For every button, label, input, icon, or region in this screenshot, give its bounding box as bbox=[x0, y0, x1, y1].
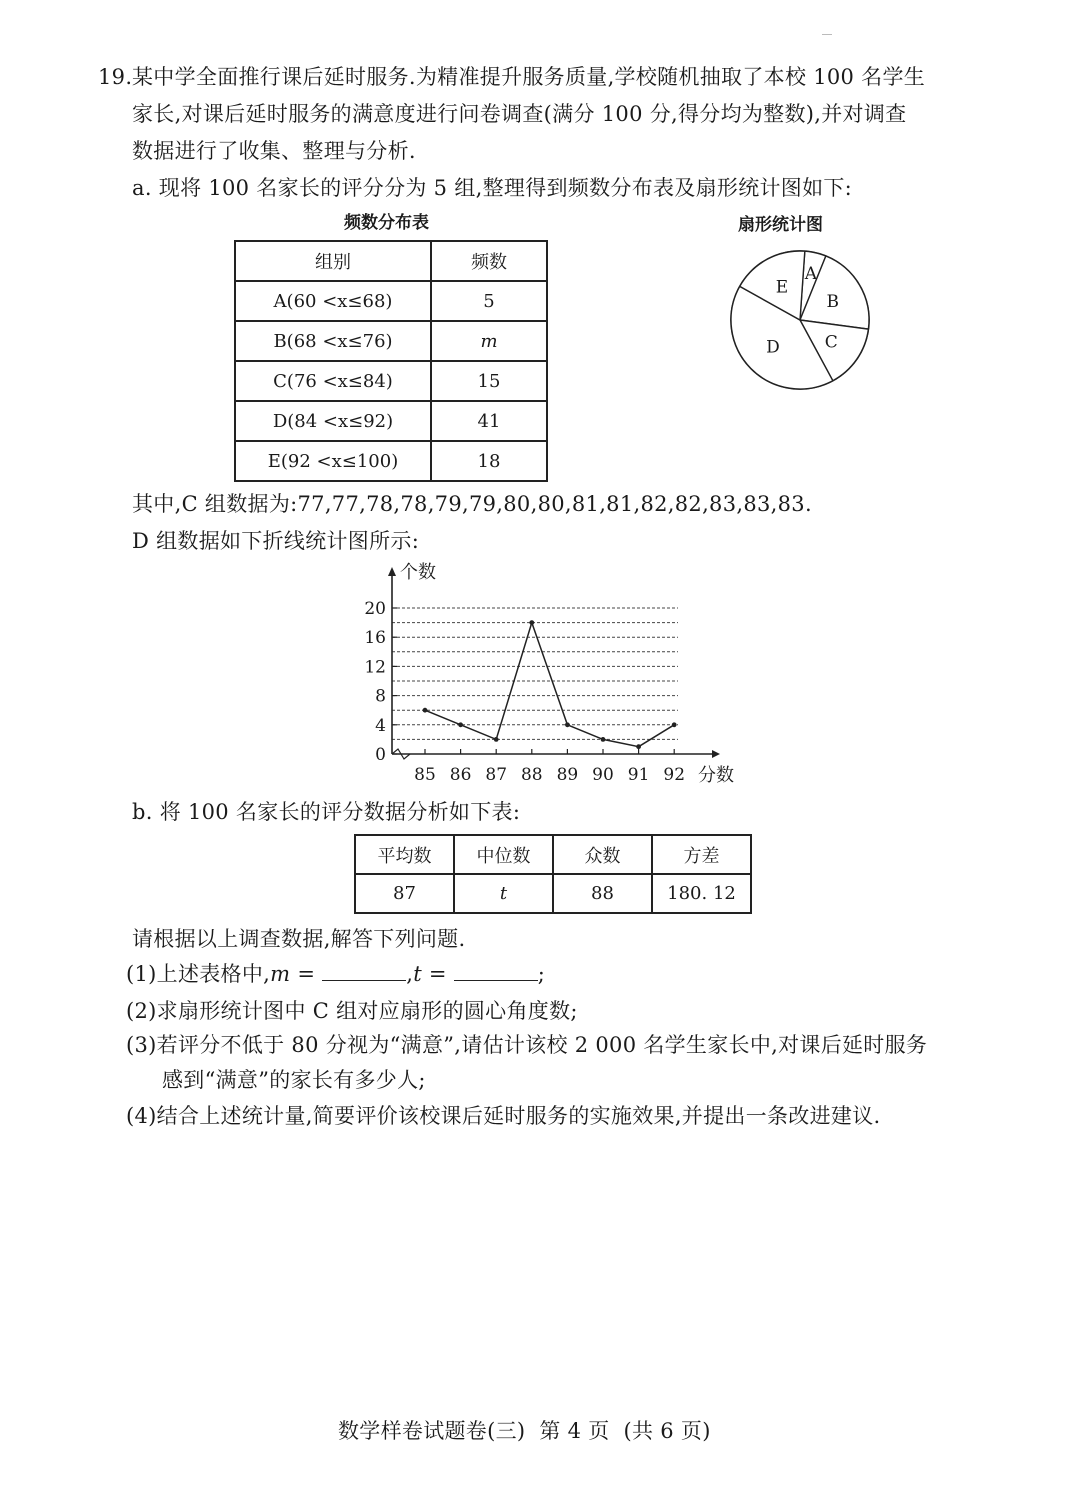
data-point bbox=[601, 737, 606, 742]
group-a: A(60 <x≤68) bbox=[235, 281, 431, 321]
frequency-table bbox=[234, 240, 548, 482]
series-line bbox=[425, 623, 674, 747]
intro-line-2: 家长,对课后延时服务的满意度进行问卷调查(满分 100 分,得分均为整数),并对调查 bbox=[132, 102, 907, 126]
question-2: (2)求扇形统计图中 C 组对应扇形的圆心角度数; bbox=[126, 999, 578, 1023]
data-point bbox=[672, 722, 677, 727]
value-median: t bbox=[454, 874, 553, 913]
y-tick-label: 4 bbox=[375, 715, 386, 736]
x-tick-label: 87 bbox=[485, 765, 508, 785]
y-tick-label: 12 bbox=[364, 657, 386, 678]
table-row bbox=[235, 361, 547, 401]
question-3-line-2: 感到“满意”的家长有多少人; bbox=[162, 1068, 426, 1092]
value-variance: 180. 12 bbox=[652, 874, 751, 913]
pie-label-e: E bbox=[775, 277, 789, 298]
pie-label-d: D bbox=[766, 337, 780, 358]
intro-line-3: 数据进行了收集、整理与分析. bbox=[132, 139, 416, 163]
pie-label-b: B bbox=[826, 291, 840, 312]
table-header-row bbox=[355, 835, 751, 874]
question-3-line-1: (3)若评分不低于 80 分视为“满意”,请估计该校 2 000 名学生家长中,对课后延时服务 bbox=[126, 1033, 928, 1057]
x-axis-label: 分数 bbox=[698, 765, 734, 786]
answer-blank-m[interactable] bbox=[322, 960, 406, 981]
line-chart bbox=[360, 560, 740, 792]
page-footer: 数学样卷试题卷(三) 第 4 页 (共 6 页) bbox=[338, 1419, 711, 1443]
value-mean: 87 bbox=[355, 874, 454, 913]
q1-end: ; bbox=[537, 962, 546, 986]
data-point bbox=[636, 744, 641, 749]
data-point bbox=[494, 737, 499, 742]
group-b: B(68 <x≤76) bbox=[235, 321, 431, 361]
q1-prefix: (1)上述表格中, bbox=[126, 962, 271, 986]
data-point bbox=[565, 722, 570, 727]
group-e: E(92 <x≤100) bbox=[235, 441, 431, 481]
table-row bbox=[235, 401, 547, 441]
problem-number: 19. bbox=[98, 65, 133, 89]
header-count: 频数 bbox=[431, 241, 547, 281]
q1-m-var: m bbox=[270, 962, 291, 986]
table-row bbox=[355, 874, 751, 913]
pie-chart-title: 扇形统计图 bbox=[738, 215, 823, 235]
part-b-text: b. 将 100 名家长的评分数据分析如下表: bbox=[132, 800, 521, 824]
y-axis-label: 个数 bbox=[400, 562, 436, 583]
table-row bbox=[235, 321, 547, 361]
header-variance: 方差 bbox=[652, 835, 751, 874]
x-tick-label: 90 bbox=[592, 765, 614, 785]
c-group-data: 其中,C 组数据为:77,77,78,78,79,79,80,80,81,81,82,82,83,83,83. bbox=[132, 492, 812, 516]
q1-eq1: = bbox=[290, 962, 323, 986]
x-tick-label: 89 bbox=[556, 765, 579, 785]
x-tick-label: 92 bbox=[663, 765, 686, 785]
freq-table-caption: 频数分布表 bbox=[344, 213, 429, 233]
table-header-row bbox=[235, 241, 547, 281]
data-point bbox=[458, 722, 463, 727]
y-tick-label: 20 bbox=[364, 599, 386, 619]
scan-mark bbox=[822, 34, 832, 41]
question-intro: 请根据以上调查数据,解答下列问题. bbox=[132, 927, 466, 951]
group-c: C(76 <x≤84) bbox=[235, 361, 431, 401]
q1-eq2: = bbox=[421, 962, 454, 986]
x-tick-label: 88 bbox=[520, 765, 543, 785]
x-axis-arrow-icon bbox=[712, 750, 720, 758]
question-4: (4)结合上述统计量,简要评价该校课后延时服务的实施效果,并提出一条改进建议. bbox=[126, 1104, 881, 1128]
x-tick-label: 85 bbox=[414, 765, 436, 785]
pie-label-c: C bbox=[824, 332, 838, 353]
value-mode: 88 bbox=[553, 874, 652, 913]
header-mode: 众数 bbox=[553, 835, 652, 874]
pie-label-a: A bbox=[804, 263, 818, 284]
y-axis-arrow-icon bbox=[388, 567, 396, 576]
intro-line-1: 某中学全面推行课后延时服务.为精准提升服务质量,学校随机抽取了本校 100 名学生 bbox=[132, 65, 926, 89]
count-e: 18 bbox=[431, 441, 547, 481]
x-tick-label: 91 bbox=[627, 765, 650, 785]
question-1 bbox=[126, 959, 545, 989]
x-tick-label: 86 bbox=[449, 765, 472, 785]
y-tick-label: 8 bbox=[375, 686, 386, 707]
answer-blank-t[interactable] bbox=[454, 960, 538, 981]
data-point bbox=[423, 708, 428, 713]
header-group: 组别 bbox=[235, 241, 431, 281]
header-mean: 平均数 bbox=[355, 835, 454, 874]
y-tick-label: 16 bbox=[364, 628, 386, 649]
d-group-intro: D 组数据如下折线统计图所示: bbox=[132, 529, 420, 553]
count-c: 15 bbox=[431, 361, 547, 401]
table-row bbox=[235, 441, 547, 481]
q1-t-var: t bbox=[413, 962, 422, 986]
header-median: 中位数 bbox=[454, 835, 553, 874]
stats-table bbox=[354, 834, 752, 914]
data-point bbox=[529, 620, 534, 625]
count-b: m bbox=[431, 321, 547, 361]
q1-sep: , bbox=[406, 962, 414, 986]
pie-chart bbox=[720, 240, 880, 400]
table-row bbox=[235, 281, 547, 321]
y-tick-label: 0 bbox=[375, 745, 386, 765]
part-a-text: a. 现将 100 名家长的评分分为 5 组,整理得到频数分布表及扇形统计图如下: bbox=[132, 176, 853, 200]
group-d: D(84 <x≤92) bbox=[235, 401, 431, 441]
count-a: 5 bbox=[431, 281, 547, 321]
count-d: 41 bbox=[431, 401, 547, 441]
